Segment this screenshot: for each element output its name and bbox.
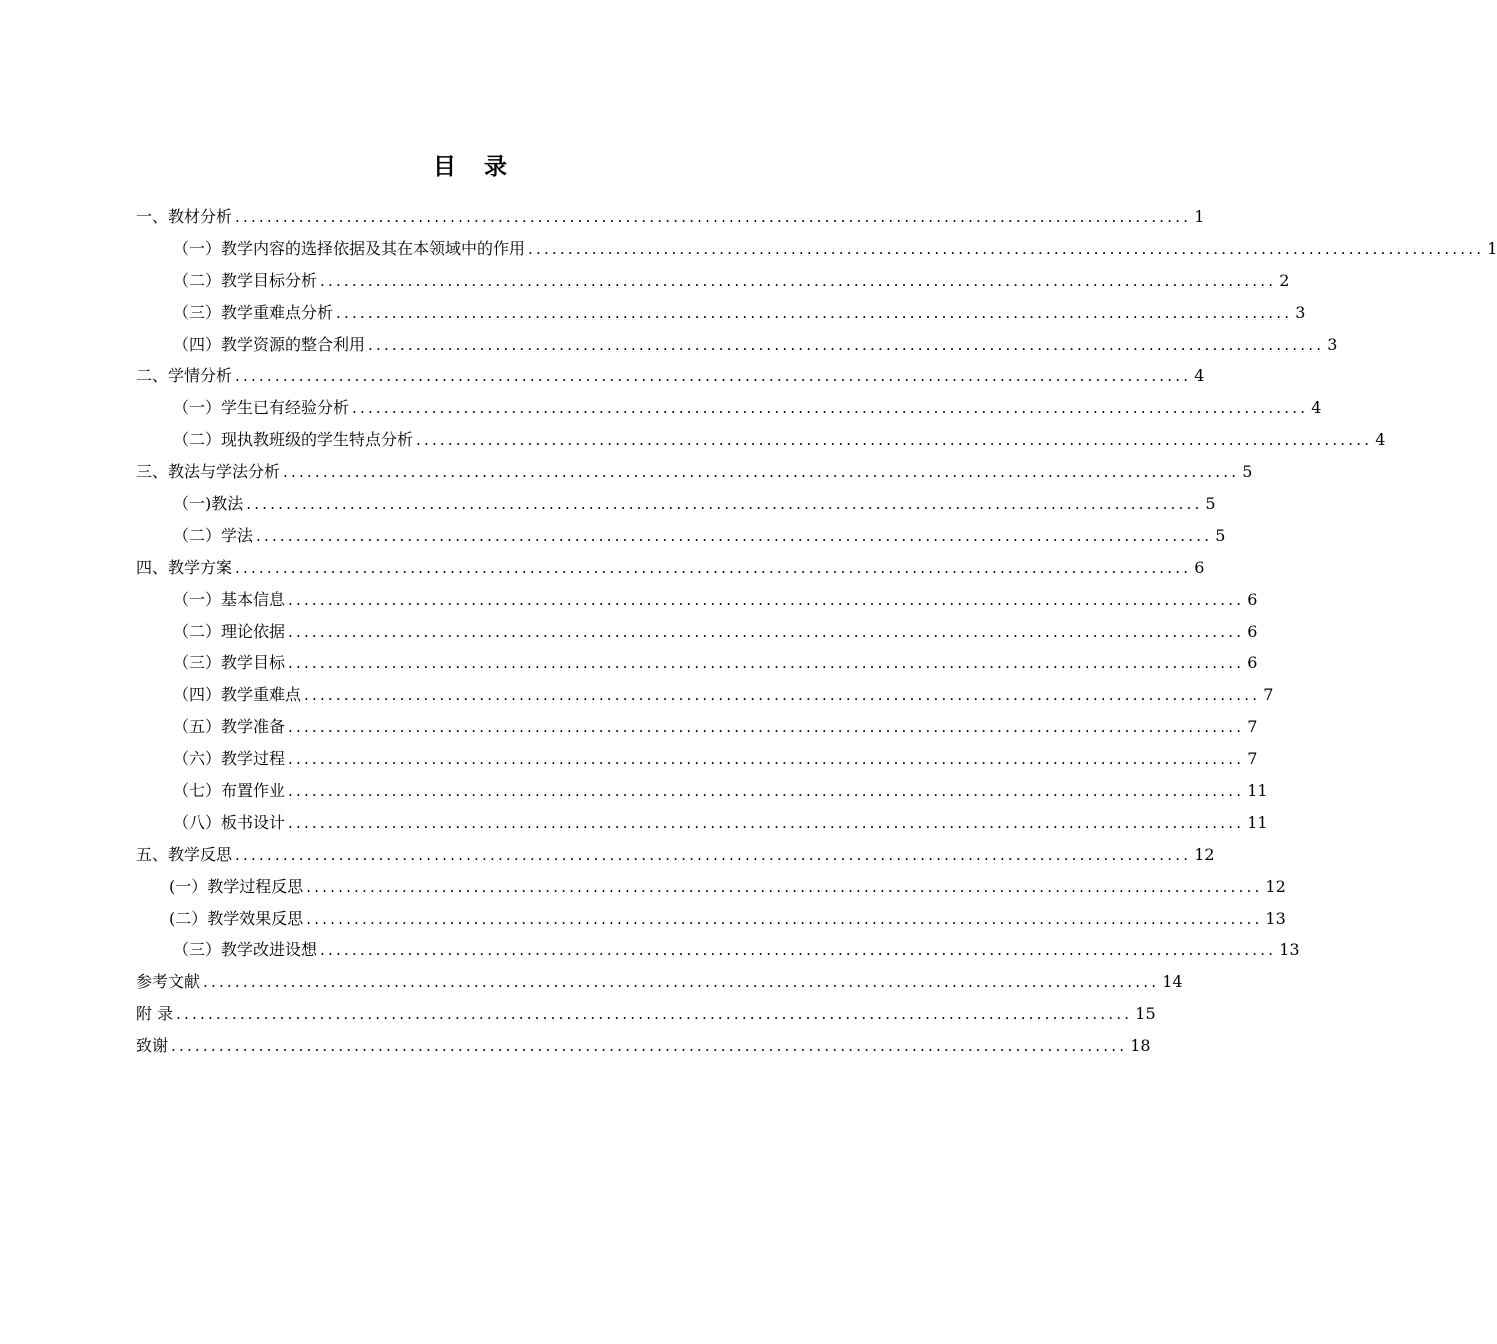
toc-leader-dots: ........................................................................................................................ xyxy=(288,654,1245,673)
toc-page-number: 15 xyxy=(1135,1004,1156,1024)
toc-leader-dots: ........................................................................................................................ xyxy=(336,303,1293,322)
toc-page-number: 18 xyxy=(1130,1036,1151,1056)
toc-leader-dots: ........................................................................................................................ xyxy=(283,463,1240,482)
toc-leader-dots: ........................................................................................................................ xyxy=(235,558,1192,577)
toc-entry[interactable] xyxy=(136,520,1226,552)
toc-entry-title: 三、教法与学法分析 xyxy=(136,462,281,482)
toc-page-number: 11 xyxy=(1247,781,1268,801)
toc-page-number: 14 xyxy=(1162,972,1183,992)
toc-entry[interactable] xyxy=(136,839,1215,871)
toc-entry[interactable] xyxy=(136,297,1306,329)
toc-entry[interactable] xyxy=(136,775,1268,807)
toc-leader-dots: ........................................................................................................................ xyxy=(171,1037,1128,1056)
toc-entry-title: 一、教材分析 xyxy=(136,207,233,226)
toc-entry-title: （四）教学资源的整合利用 xyxy=(173,334,366,354)
toc-leader-dots: ........................................................................................................................ xyxy=(288,750,1245,769)
page-title: 目 录 xyxy=(432,154,517,180)
toc-entry-title: （二）现执教班级的学生特点分析 xyxy=(173,430,414,450)
table-of-contents xyxy=(136,201,1497,1062)
toc-leader-dots: ........................................................................................................................ xyxy=(368,335,1325,354)
toc-page-number: 5 xyxy=(1215,525,1226,545)
toc-entry[interactable] xyxy=(136,265,1290,297)
toc-leader-dots: ........................................................................................................................ xyxy=(306,877,1263,896)
toc-leader-dots: ........................................................................................................................ xyxy=(528,239,1485,258)
toc-entry-title: 参考文献 xyxy=(136,972,201,992)
toc-page-number: 13 xyxy=(1265,908,1286,928)
toc-entry-title: （三）教学目标 xyxy=(173,653,286,673)
toc-page-number: 3 xyxy=(1327,334,1338,354)
toc-entry-title: （二）理论依据 xyxy=(173,621,286,641)
toc-leader-dots: ........................................................................................................................ xyxy=(235,367,1192,386)
toc-entry-title: （三）教学改进设想 xyxy=(173,940,318,960)
toc-entry[interactable] xyxy=(136,616,1258,648)
toc-page-number: 6 xyxy=(1247,653,1258,673)
toc-entry-title: 致谢 xyxy=(136,1036,169,1056)
toc-page-number: 13 xyxy=(1279,940,1300,960)
toc-leader-dots: ........................................................................................................................ xyxy=(203,973,1160,992)
toc-entry[interactable] xyxy=(136,903,1286,935)
toc-entry[interactable] xyxy=(136,392,1322,424)
toc-leader-dots: ........................................................................................................................ xyxy=(320,271,1277,290)
toc-page-number: 12 xyxy=(1265,876,1286,896)
toc-page-number: 1 xyxy=(1487,238,1497,258)
toc-entry-title: （二）教学目标分析 xyxy=(173,270,318,290)
toc-entry-title: 附 录 xyxy=(136,1004,174,1024)
toc-page-number: 4 xyxy=(1375,430,1386,450)
toc-leader-dots: ........................................................................................................................ xyxy=(288,622,1245,641)
toc-entry-title: （三）教学重难点分析 xyxy=(173,302,334,322)
toc-leader-dots: ........................................................................................................................ xyxy=(176,1005,1133,1024)
toc-page-number: 4 xyxy=(1311,398,1322,418)
toc-entry[interactable] xyxy=(136,233,1497,265)
toc-entry[interactable] xyxy=(136,329,1338,361)
toc-leader-dots: ........................................................................................................................ xyxy=(288,782,1245,801)
toc-entry-title: （一）学生已有经验分析 xyxy=(173,398,350,418)
toc-entry[interactable] xyxy=(136,360,1205,392)
toc-entry-title: （八）板书设计 xyxy=(173,812,286,832)
toc-entry[interactable] xyxy=(136,871,1286,903)
toc-entry[interactable] xyxy=(136,584,1258,616)
toc-entry-title: (一）教学过程反思 xyxy=(169,876,304,896)
toc-page-number: 4 xyxy=(1194,366,1205,386)
toc-entry-title: (二）教学效果反思 xyxy=(169,908,304,928)
toc-page-number: 7 xyxy=(1263,685,1274,705)
toc-entry-title: （二）学法 xyxy=(173,525,254,545)
toc-entry-title: （一）基本信息 xyxy=(173,589,286,609)
toc-page-number: 1 xyxy=(1194,207,1205,226)
toc-entry[interactable] xyxy=(136,934,1300,966)
toc-entry[interactable] xyxy=(136,488,1216,520)
toc-entry-title: （一)教法 xyxy=(173,494,244,514)
toc-leader-dots: ........................................................................................................................ xyxy=(304,686,1261,705)
toc-leader-dots: ........................................................................................................................ xyxy=(235,845,1192,864)
toc-page-number: 6 xyxy=(1247,589,1258,609)
toc-entry[interactable] xyxy=(136,201,1205,233)
toc-page-number: 7 xyxy=(1247,717,1258,737)
toc-entry[interactable] xyxy=(136,1030,1151,1062)
toc-entry[interactable] xyxy=(136,711,1258,743)
toc-page-number: 5 xyxy=(1205,494,1216,514)
toc-entry-title: （五）教学准备 xyxy=(173,717,286,737)
toc-entry[interactable] xyxy=(136,552,1205,584)
toc-page-number: 5 xyxy=(1242,462,1253,482)
toc-entry-title: 四、教学方案 xyxy=(136,557,233,577)
toc-leader-dots: ........................................................................................................................ xyxy=(256,526,1213,545)
toc-leader-dots: ........................................................................................................................ xyxy=(416,431,1373,450)
toc-entry[interactable] xyxy=(136,679,1274,711)
toc-entry-title: （一）教学内容的选择依据及其在本领域中的作用 xyxy=(173,238,526,258)
toc-leader-dots: ........................................................................................................................ xyxy=(288,813,1245,832)
toc-entry-title: （七）布置作业 xyxy=(173,781,286,801)
toc-entry-title: 五、教学反思 xyxy=(136,844,233,864)
toc-entry[interactable] xyxy=(136,998,1156,1030)
toc-entry-title: 二、学情分析 xyxy=(136,366,233,386)
toc-page-number: 12 xyxy=(1194,844,1215,864)
toc-leader-dots: ........................................................................................................................ xyxy=(288,718,1245,737)
toc-entry[interactable] xyxy=(136,966,1183,998)
toc-entry-title: （六）教学过程 xyxy=(173,749,286,769)
toc-entry-title: （四）教学重难点 xyxy=(173,685,302,705)
toc-entry[interactable] xyxy=(136,807,1268,839)
toc-entry[interactable] xyxy=(136,424,1386,456)
toc-page-number: 6 xyxy=(1194,557,1205,577)
toc-page-number: 3 xyxy=(1295,302,1306,322)
toc-leader-dots: ........................................................................................................................ xyxy=(320,941,1277,960)
toc-leader-dots: ........................................................................................................................ xyxy=(352,399,1309,418)
toc-leader-dots: ........................................................................................................................ xyxy=(235,208,1192,226)
toc-leader-dots: ........................................................................................................................ xyxy=(246,495,1203,514)
toc-leader-dots: ........................................................................................................................ xyxy=(306,909,1263,928)
toc-page-number: 2 xyxy=(1279,270,1290,290)
toc-entry[interactable] xyxy=(136,456,1253,488)
toc-page-number: 7 xyxy=(1247,749,1258,769)
toc-page-number: 6 xyxy=(1247,621,1258,641)
toc-entry[interactable] xyxy=(136,743,1258,775)
toc-leader-dots: ........................................................................................................................ xyxy=(288,590,1245,609)
toc-entry[interactable] xyxy=(136,647,1258,679)
toc-page-number: 11 xyxy=(1247,812,1268,832)
